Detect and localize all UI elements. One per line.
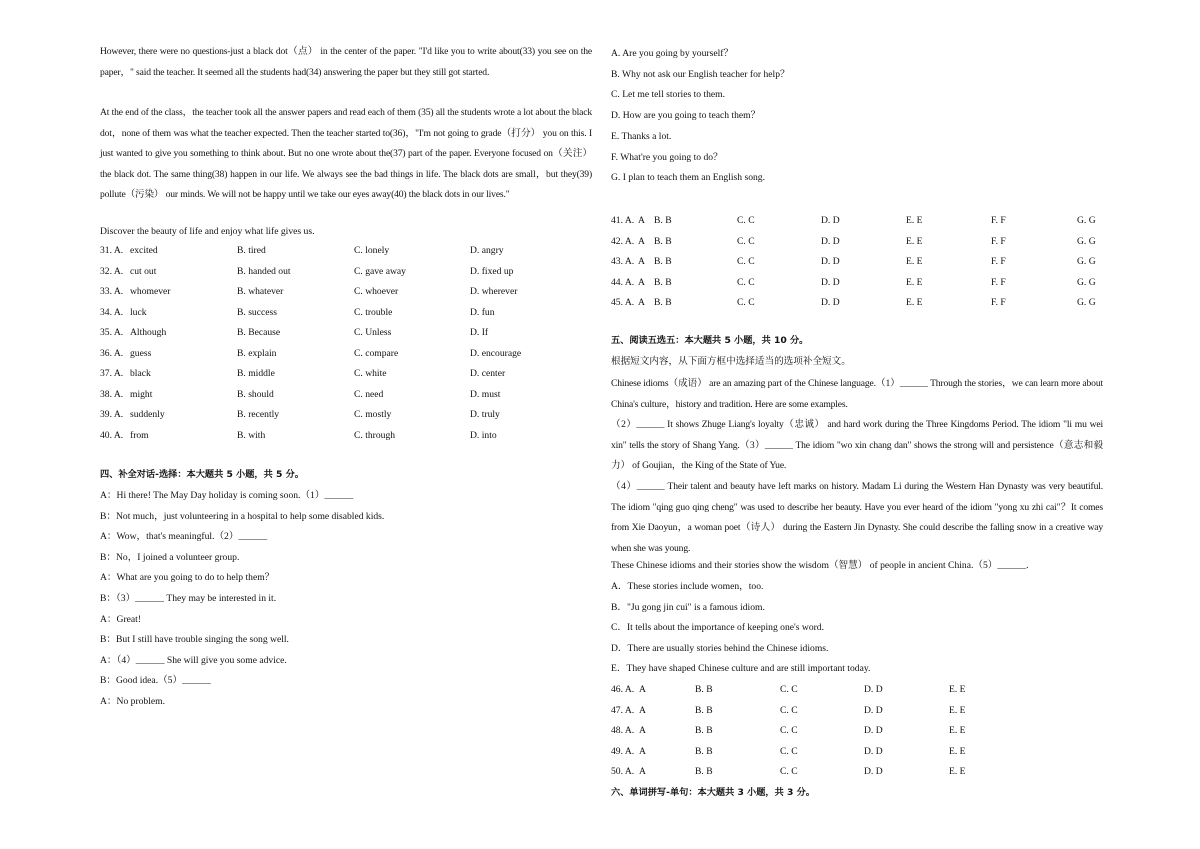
option-b: B. whatever (237, 286, 284, 297)
question-number: 50. A. (611, 766, 635, 778)
option-b: B. tired (237, 245, 266, 256)
answer-cell: A (639, 725, 646, 737)
answer-cell: C. C (780, 704, 798, 716)
option-b: B. handed out (237, 265, 291, 277)
question-number: 46. A. (611, 684, 635, 695)
answer-cell: E. E (906, 276, 923, 288)
answer-cell: B. B (654, 297, 672, 309)
option-a: Although (130, 327, 167, 338)
answer-cell: D. D (821, 235, 840, 247)
option-d: D. center (470, 368, 506, 379)
reading-option: C．It tells about the importance of keeping one's word. (611, 622, 825, 634)
answer-cell: E. E (906, 215, 923, 226)
answer-cell: D. D (864, 745, 883, 757)
answer-cell: A (638, 215, 645, 226)
dialogue-line: A：Great! (100, 613, 142, 625)
dialogue-line: A：No problem. (100, 696, 166, 707)
dialogue-option: E. Thanks a lot. (611, 130, 672, 142)
answer-cell: E. E (906, 235, 923, 247)
option-b: B. recently (237, 409, 280, 420)
question-number: 35. A. (100, 327, 124, 338)
answer-cell: G. G (1077, 256, 1096, 268)
option-a: guess (130, 347, 152, 359)
option-a: suddenly (130, 409, 165, 420)
option-d: D. angry (470, 245, 504, 256)
dialogue-line: B：Good idea.（5）______ (100, 675, 211, 687)
dialogue-line: B：No，I joined a volunteer group. (100, 551, 240, 563)
question-number: 38. A. (100, 388, 124, 400)
option-b: B. Because (237, 327, 281, 338)
reading-option: D．There are usually stories behind the Chinese idioms. (611, 642, 829, 654)
answer-cell: D. D (821, 276, 840, 288)
answer-cell: B. B (695, 684, 713, 695)
answer-cell: E. E (949, 766, 966, 778)
dialogue-option: B. Why not ask our English teacher for help？ (611, 68, 790, 80)
question-number: 37. A. (100, 368, 124, 379)
reading-option: B．"Ju gong jin cui" is a famous idiom. (611, 601, 765, 613)
option-a: excited (130, 245, 158, 256)
question-number: 45. A. (611, 297, 635, 309)
answer-cell: C. C (737, 215, 755, 226)
answer-cell: E. E (906, 256, 923, 268)
answer-cell: B. B (695, 725, 713, 737)
section-5-instruction: 根据短文内容，从下面方框中选择适当的选项补全短文。 (611, 356, 851, 367)
dialogue-line: A：（4）______ She will give you some advice. (100, 654, 287, 666)
answer-cell: G. G (1077, 235, 1096, 247)
question-number: 48. A. (611, 725, 635, 737)
answer-cell: C. C (737, 297, 755, 309)
answer-cell: C. C (780, 766, 798, 778)
option-a: whomever (130, 286, 171, 297)
answer-cell: D. D (821, 297, 840, 309)
answer-cell: C. C (737, 235, 755, 247)
question-number: 36. A. (100, 347, 124, 359)
answer-cell: C. C (780, 684, 798, 695)
answer-cell: C. C (737, 276, 755, 288)
answer-cell: B. B (654, 215, 672, 226)
question-number: 49. A. (611, 745, 635, 757)
option-c: C. trouble (354, 306, 393, 318)
option-c: C. through (354, 429, 396, 441)
answer-cell: B. B (695, 766, 713, 778)
option-c: C. white (354, 368, 387, 379)
answer-cell: B. B (654, 256, 672, 268)
option-c: C. need (354, 388, 384, 400)
answer-cell: D. D (821, 256, 840, 268)
idioms-paragraph-3: （4）______ Their talent and beauty have left marks on history. Madam Li during the Western Han Dynasty was very beautiful. The idiom "qing guo qing cheng" was used to describe her beauty. Have you ever heard of the idiom "yong xu zhi cai"？It comes from Xie Daoyun，a woman poet（诗人） during the Eastern Jin Dynasty. She could describe the falling snow in a creative way when she was young. (611, 481, 1103, 554)
option-a: luck (130, 306, 147, 318)
question-number: 31. A. (100, 245, 124, 256)
option-b: B. middle (237, 368, 275, 379)
answer-cell: B. B (654, 276, 672, 288)
dialogue-option: C. Let me tell stories to them. (611, 89, 726, 101)
dialogue-line: A：Wow，that's meaningful.（2）______ (100, 531, 268, 543)
cloze-paragraph-1: However, there were no questions-just a black dot（点） in the center of the paper. "I'd like you to write about(33) you see on the paper，" said the teacher. It seemed all the students had(34) answering the paper but they still got started. (100, 46, 592, 78)
question-number: 39. A. (100, 409, 124, 420)
section-4-heading: 四、补全对话-选择：本大题共 5 小题，共 5 分。 (100, 469, 304, 480)
question-number: 47. A. (611, 704, 635, 716)
answer-cell: B. B (695, 745, 713, 757)
answer-cell: B. B (695, 704, 713, 716)
option-d: D. must (470, 388, 501, 400)
answer-cell: G. G (1077, 276, 1096, 288)
answer-cell: A (639, 766, 646, 778)
option-d: D. If (470, 327, 489, 338)
idioms-paragraph-4: These Chinese idioms and their stories show the wisdom（智慧） of people in ancient China.（5）______. (611, 560, 1029, 571)
answer-cell: C. C (780, 725, 798, 737)
question-number: 44. A. (611, 276, 635, 288)
answer-cell: A (639, 745, 646, 757)
answer-cell: E. E (949, 704, 966, 716)
answer-cell: G. G (1077, 297, 1096, 309)
dialogue-line: A：Hi there! The May Day holiday is coming soon.（1）______ (100, 490, 354, 501)
answer-cell: A (639, 704, 646, 716)
question-number: 40. A. (100, 429, 124, 441)
answer-cell: F. F (991, 256, 1006, 268)
option-c: C. Unless (354, 327, 392, 338)
dialogue-option: G. I plan to teach them an English song. (611, 172, 766, 184)
answer-cell: F. F (991, 276, 1006, 288)
reading-option: A．These stories include women，too. (611, 581, 764, 592)
answer-cell: E. E (906, 297, 923, 309)
answer-cell: D. D (864, 704, 883, 716)
answer-cell: C. C (780, 745, 798, 757)
answer-cell: C. C (737, 256, 755, 268)
option-b: B. success (237, 306, 277, 318)
section-5-heading: 五、阅读五选五：本大题共 5 小题，共 10 分。 (611, 335, 809, 346)
question-number: 34. A. (100, 306, 124, 318)
option-a: might (130, 388, 153, 400)
option-a: black (130, 368, 151, 379)
option-d: D. truly (470, 409, 500, 420)
answer-cell: A (638, 276, 645, 288)
question-number: 33. A. (100, 286, 124, 297)
option-b: B. with (237, 429, 266, 441)
option-b: B. explain (237, 347, 277, 359)
question-number: 43. A. (611, 256, 635, 268)
option-c: C. mostly (354, 409, 392, 420)
dialogue-line: B：（3）______ They may be interested in it. (100, 593, 277, 604)
answer-cell: D. D (821, 215, 840, 226)
answer-cell: E. E (949, 684, 966, 695)
answer-cell: D. D (864, 766, 883, 778)
answer-cell: A (638, 256, 645, 268)
option-c: C. gave away (354, 265, 406, 277)
question-number: 32. A. (100, 265, 124, 277)
answer-cell: E. E (949, 745, 966, 757)
option-c: C. compare (354, 347, 399, 359)
answer-cell: F. F (991, 297, 1006, 309)
answer-cell: F. F (991, 235, 1006, 247)
option-a: cut out (130, 265, 157, 277)
dialogue-option: A. Are you going by yourself？ (611, 48, 734, 59)
option-d: D. fun (470, 306, 495, 318)
answer-cell: D. D (864, 684, 883, 695)
answer-cell: E. E (949, 725, 966, 737)
answer-cell: B. B (654, 235, 672, 247)
option-d: D. fixed up (470, 265, 514, 277)
option-d: D. into (470, 429, 497, 441)
dialogue-line: B：Not much，just volunteering in a hospital to help some disabled kids. (100, 510, 385, 522)
option-a: from (130, 429, 149, 441)
idioms-paragraph-2: （2）______ It shows Zhuge Liang's loyalty（忠诚） and hard work during the Three Kingdoms Period. The idiom "li mu wei xin" tells the story of Shang Yang.（3）______ The idiom "wo xin chang dan" shows the strong will and persistence（意志和毅力） of Goujian，the King of the State of Yue. (611, 419, 1103, 472)
dialogue-line: A：What are you going to do to help them？ (100, 572, 275, 584)
dialogue-line: B：But I still have trouble singing the song well. (100, 634, 289, 646)
dialogue-option: D. How are you going to teach them？ (611, 110, 761, 122)
answer-cell: A (639, 684, 646, 695)
option-b: B. should (237, 388, 274, 400)
answer-cell: G. G (1077, 215, 1096, 226)
answer-cell: D. D (864, 725, 883, 737)
option-d: D. encourage (470, 347, 522, 359)
section-6-heading: 六、单词拼写-单句：本大题共 3 小题，共 3 分。 (611, 787, 815, 798)
dialogue-option: F. What're you going to do？ (611, 151, 723, 163)
answer-cell: A (638, 235, 645, 247)
option-c: C. whoever (354, 286, 399, 297)
question-number: 42. A. (611, 235, 635, 247)
reading-option: E．They have shaped Chinese culture and are still important today. (611, 663, 871, 675)
idioms-paragraph-1: Chinese idioms（成语） are an amazing part of the Chinese language.（1）______ Through the stories，we can learn more about China's culture，history and tradition. Here are some examples. (611, 378, 1103, 410)
cloze-closing-line: Discover the beauty of life and enjoy what life gives us. (100, 226, 315, 237)
option-d: D. wherever (470, 286, 518, 297)
option-c: C. lonely (354, 245, 390, 256)
question-number: 41. A. (611, 215, 635, 226)
answer-cell: F. F (991, 215, 1006, 226)
cloze-paragraph-2: At the end of the class，the teacher took all the answer papers and read each of them (35) all the students wrote a lot about the black dot，none of them was what the teacher expected. Then the teacher started to(36)，"I'm not going to grade（打分） you on this. I just wanted to give you something to think about. But no one wrote about the(37) part of the paper. Everyone focused on（关注） the black dot. The same thing(38) happen in our life. We always see the bad things in life. The black dots are small，but they(39) pollute（污染） our minds. We will not be happy until we take our eyes away(40) the black dots in our lives." (100, 107, 592, 201)
answer-cell: A (638, 297, 645, 309)
